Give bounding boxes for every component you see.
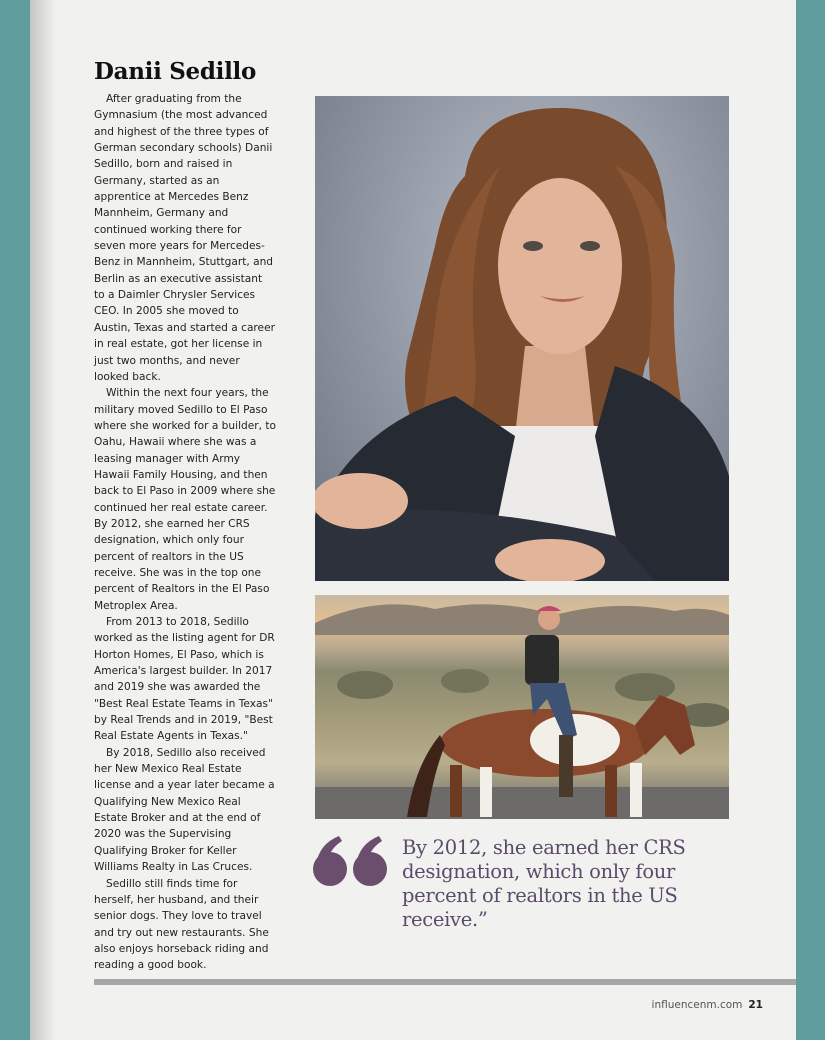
article-paragraph: Within the next four years, the military moved Sedillo to El Paso where she worked for a builder, to Oahu, Hawaii where she was a leasing manager with Army Hawaii Family Housing, and then back to El Paso in 2009 where she continued her real estate career. By 2012, she earned her CRS designation, which only four percent of realtors in the US receive. She was in the top one percent of Realtors in the El Paso Metroplex Area. <box>94 387 276 612</box>
page-gutter-shadow <box>30 0 56 1040</box>
horseback-photo <box>315 595 729 819</box>
footer-site: influencenm.com <box>651 999 743 1011</box>
page-number: 21 <box>748 999 763 1011</box>
horse-illustration <box>315 595 729 819</box>
footer-divider <box>94 979 796 985</box>
article-body <box>94 91 276 974</box>
article-paragraph: After graduating from the Gymnasium (the most advanced and highest of the three types of German secondary schools) Danii Sedillo, born and raised in Germany, started as an apprentice at Mercedes Benz Mannheim, Germany and continued working there for seven more years for Mercedes-Benz in Mannheim, Stuttgart, and Berlin as an executive assistant to a Daimler Chrysler Services CEO. In 2005 she moved to Austin, Texas and started a career in real estate, got her license in just two months, and never looked back. <box>94 93 275 383</box>
article-paragraph: From 2013 to 2018, Sedillo worked as the listing agent for DR Horton Homes, El Paso, which is America's largest builder. In 2017 and 2019 she was awarded the "Best Real Estate Teams in Texas" by Real Trends and in 2019, "Best Real Estate Agents in Texas." <box>94 616 275 743</box>
article-paragraph: Sedillo still finds time for herself, her husband, and their senior dogs. They love to travel and try out new restaurants. She also enjoys horseback riding and reading a good book. <box>94 877 269 972</box>
article-title: Danii Sedillo <box>94 58 257 85</box>
pull-quote: By 2012, she earned her CRS designation, which only four percent of realtors in the US receive.” <box>402 836 686 931</box>
portrait-photo <box>315 96 729 581</box>
portrait-illustration <box>315 96 729 581</box>
magazine-page <box>30 0 796 1040</box>
quote-mark-icon <box>313 832 389 888</box>
page-footer <box>652 999 763 1011</box>
article-paragraph: By 2018, Sedillo also received her New Mexico Real Estate license and a year later became a Qualifying New Mexico Real Estate Broker and at the end of 2020 was the Supervising Qualifying Broker for Keller Williams Realty in Las Cruces. <box>94 746 275 874</box>
